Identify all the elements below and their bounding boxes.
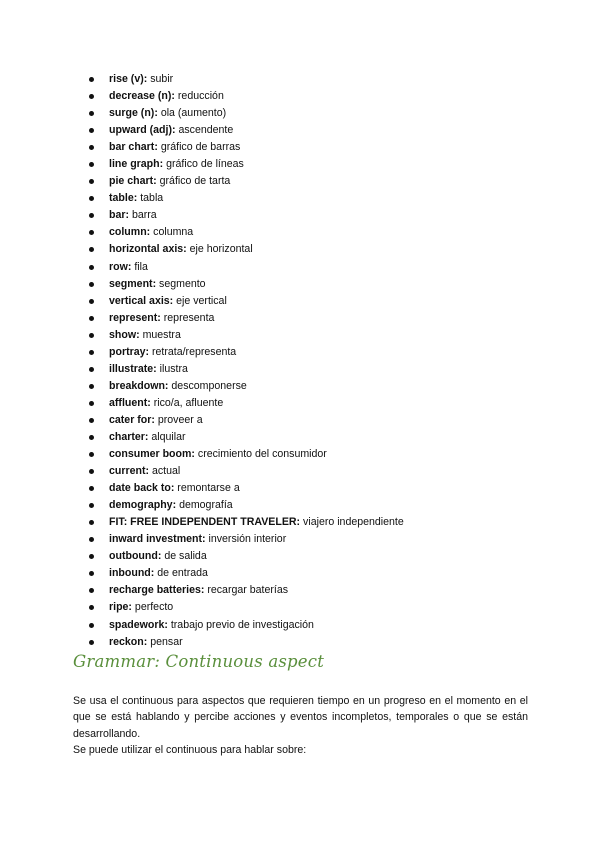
bullet-icon <box>89 605 94 610</box>
vocab-definition: demografía <box>179 499 233 512</box>
vocab-term: illustrate: <box>109 362 157 375</box>
vocab-definition: tabla <box>140 192 164 205</box>
vocab-item <box>0 293 600 310</box>
bullet-icon <box>89 401 94 406</box>
vocab-term: bar chart: <box>109 141 158 154</box>
vocab-definition: viajero independiente <box>303 516 404 529</box>
bullet-icon <box>89 623 94 628</box>
vocab-definition: ola (aumento) <box>160 107 227 120</box>
vocab-item <box>0 344 600 361</box>
vocab-item <box>0 565 600 582</box>
bullet-icon <box>89 520 94 525</box>
vocab-item <box>0 548 600 565</box>
vocab-term: demography: <box>109 499 177 512</box>
vocab-item <box>0 88 600 105</box>
vocab-definition: de entrada <box>157 567 208 580</box>
vocab-term: portray: <box>109 345 150 358</box>
vocab-term: table: <box>109 192 138 205</box>
bullet-icon <box>89 469 94 474</box>
vocab-term: spadework: <box>109 618 168 631</box>
vocab-item <box>0 207 600 224</box>
vocab-definition: eje horizontal <box>189 243 253 256</box>
vocabulary-list <box>0 71 600 651</box>
vocab-term: charter: <box>109 430 149 443</box>
vocab-term: bar: <box>109 209 130 222</box>
vocab-item <box>0 599 600 616</box>
vocab-item <box>0 139 600 156</box>
vocab-definition: gráfico de líneas <box>166 158 244 171</box>
vocab-item <box>0 395 600 412</box>
vocab-term: recharge batteries: <box>109 584 205 597</box>
bullet-icon <box>89 230 94 235</box>
vocab-definition: barra <box>131 209 157 222</box>
bullet-icon <box>89 196 94 201</box>
vocab-item <box>0 412 600 429</box>
paragraph-uses: Se puede utilizar el continuous para hablar sobre: <box>73 743 307 756</box>
vocab-term: date back to: <box>109 482 175 495</box>
vocab-definition: alquilar <box>151 430 186 443</box>
vocab-term: line graph: <box>109 158 164 171</box>
vocab-item <box>0 224 600 241</box>
vocab-definition: columna <box>153 226 194 239</box>
vocab-term: inbound: <box>109 567 155 580</box>
vocab-item <box>0 276 600 293</box>
bullet-icon <box>89 94 94 99</box>
vocab-term: ripe: <box>109 601 132 614</box>
vocab-item <box>0 327 600 344</box>
bullet-icon <box>89 179 94 184</box>
vocab-term: affluent: <box>109 396 151 409</box>
bullet-icon <box>89 282 94 287</box>
vocab-definition: recargar baterías <box>207 584 289 597</box>
bullet-icon <box>89 111 94 116</box>
vocab-item <box>0 378 600 395</box>
bullet-icon <box>89 162 94 167</box>
vocab-definition: remontarse a <box>177 482 240 495</box>
bullet-icon <box>89 554 94 559</box>
bullet-icon <box>89 537 94 542</box>
vocab-term: cater for: <box>109 413 155 426</box>
bullet-icon <box>89 452 94 457</box>
vocab-term: reckon: <box>109 635 148 648</box>
bullet-icon <box>89 316 94 321</box>
vocab-term: inward investment: <box>109 533 206 546</box>
vocab-term: column: <box>109 226 151 239</box>
vocab-item <box>0 361 600 378</box>
bullet-icon <box>89 571 94 576</box>
vocab-item <box>0 463 600 480</box>
bullet-icon <box>89 265 94 270</box>
vocab-term: represent: <box>109 311 161 324</box>
bullet-icon <box>89 486 94 491</box>
vocab-term: vertical axis: <box>109 294 174 307</box>
vocab-definition: gráfico de barras <box>160 141 241 154</box>
vocab-definition: subir <box>150 73 174 85</box>
bullet-icon <box>89 384 94 389</box>
bullet-icon <box>89 247 94 252</box>
vocab-term: surge (n): <box>109 107 158 120</box>
vocab-definition: actual <box>151 465 181 478</box>
paragraph-intro: Se usa el continuous para aspectos que requieren tiempo en un progreso en el momento en el que se está hablando y percibe acciones y eventos incompletos, temporales o que se están desarrollando. <box>73 694 528 740</box>
bullet-icon <box>89 640 94 645</box>
vocab-definition: muestra <box>142 328 181 341</box>
vocab-definition: descomponerse <box>171 379 247 392</box>
vocab-term: breakdown: <box>109 379 169 392</box>
vocab-item <box>0 190 600 207</box>
vocab-item <box>0 105 600 122</box>
vocab-definition: ilustra <box>159 362 188 375</box>
bullet-icon <box>89 503 94 508</box>
vocab-item <box>0 259 600 276</box>
vocab-definition: proveer a <box>157 413 203 426</box>
vocab-definition: eje vertical <box>176 294 227 307</box>
vocab-term: rise (v): <box>109 73 148 85</box>
vocab-definition: reducción <box>177 90 224 103</box>
vocab-definition: trabajo previo de investigación <box>170 618 314 631</box>
vocab-term: segment: <box>109 277 157 290</box>
bullet-icon <box>89 350 94 355</box>
vocab-item <box>0 582 600 599</box>
vocab-definition: ascendente <box>178 124 234 137</box>
vocab-item <box>0 122 600 139</box>
vocab-definition: segmento <box>159 277 206 290</box>
vocab-item <box>0 531 600 548</box>
vocab-definition: rico/a, afluente <box>153 396 224 409</box>
vocab-item <box>0 480 600 497</box>
bullet-icon <box>89 213 94 218</box>
vocab-term: consumer boom: <box>109 448 195 461</box>
vocab-term: horizontal axis: <box>109 243 187 256</box>
vocab-item <box>0 173 600 190</box>
bullet-icon <box>89 333 94 338</box>
vocab-term: row: <box>109 260 132 273</box>
vocab-item <box>0 241 600 258</box>
bullet-icon <box>89 588 94 593</box>
vocab-item <box>0 156 600 173</box>
vocab-term: show: <box>109 328 140 341</box>
vocab-term: outbound: <box>109 550 162 563</box>
vocab-item <box>0 310 600 327</box>
vocab-term: FIT: FREE INDEPENDENT TRAVELER: <box>109 516 301 529</box>
vocab-item <box>0 71 600 88</box>
bullet-icon <box>89 128 94 133</box>
vocab-definition: representa <box>163 311 215 324</box>
bullet-icon <box>89 145 94 150</box>
vocab-definition: inversión interior <box>208 533 287 546</box>
vocab-term: upward (adj): <box>109 124 176 137</box>
vocab-term: decrease (n): <box>109 90 175 103</box>
vocab-item <box>0 497 600 514</box>
bullet-icon <box>89 299 94 304</box>
vocab-definition: retrata/representa <box>151 345 237 358</box>
vocab-definition: de salida <box>164 550 207 563</box>
vocab-item <box>0 634 600 651</box>
vocab-item <box>0 617 600 634</box>
vocab-definition: pensar <box>150 635 183 648</box>
vocab-item <box>0 446 600 463</box>
vocab-definition: fila <box>134 260 148 273</box>
bullet-icon <box>89 367 94 372</box>
section-heading: Grammar: Continuous aspect <box>73 652 325 671</box>
vocab-term: current: <box>109 465 150 478</box>
vocab-term: pie chart: <box>109 175 157 188</box>
vocab-definition: gráfico de tarta <box>159 175 231 188</box>
vocab-definition: perfecto <box>134 601 174 614</box>
vocab-item <box>0 429 600 446</box>
vocab-item <box>0 514 600 531</box>
vocab-definition: crecimiento del consumidor <box>197 448 327 461</box>
bullet-icon <box>89 435 94 440</box>
bullet-icon <box>89 418 94 423</box>
bullet-icon <box>89 77 94 82</box>
